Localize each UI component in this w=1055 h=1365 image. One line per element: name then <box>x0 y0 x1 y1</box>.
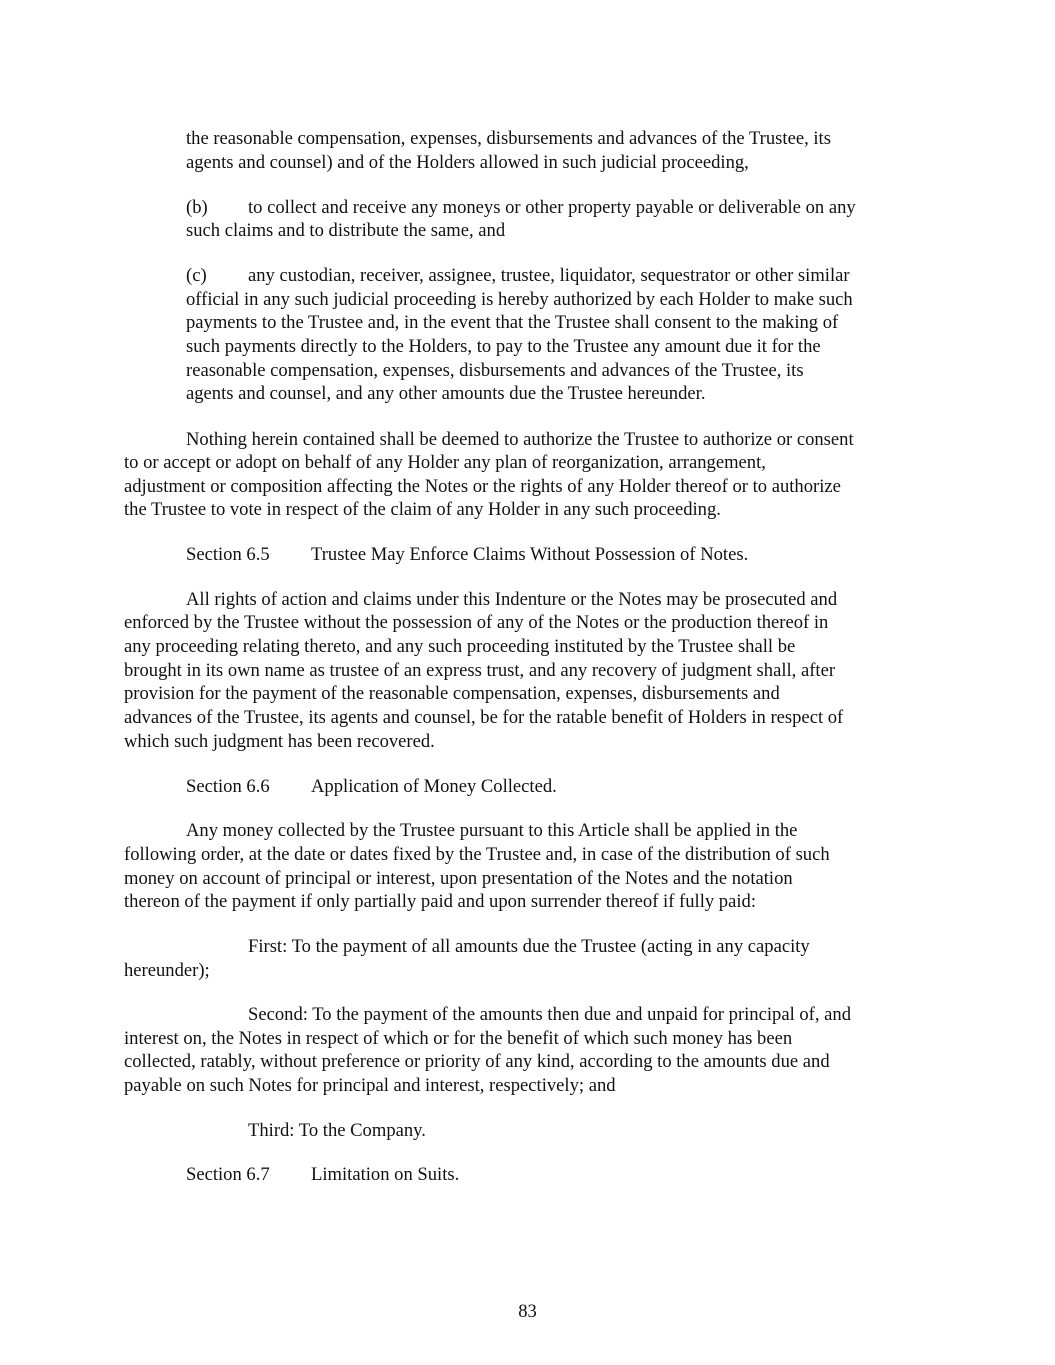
text-line: the reasonable compensation, expenses, disbursements and advances of the Trustee, its <box>186 128 831 149</box>
text-line: First: To the payment of all amounts due the Trustee (acting in any capacity <box>248 936 810 957</box>
item-label: (b) <box>186 197 208 218</box>
text-line <box>186 264 850 288</box>
text-line: agents and counsel, and any other amounts due the Trustee hereunder. <box>186 383 706 404</box>
text-line: the Trustee to vote in respect of the claim of any Holder in any such proceeding. <box>124 499 721 520</box>
section-heading-6-5 <box>186 543 748 567</box>
text-line: collected, ratably, without preference or priority of any kind, according to the amounts due and <box>124 1051 830 1072</box>
text-line: hereunder); <box>124 960 210 981</box>
section-heading-6-6 <box>186 775 557 799</box>
section-number: Section 6.7 <box>186 1164 270 1185</box>
text-line: payments to the Trustee and, in the event that the Trustee shall consent to the making of <box>186 312 839 333</box>
text-line: payable on such Notes for principal and interest, respectively; and <box>124 1075 616 1096</box>
section-number: Section 6.6 <box>186 776 270 797</box>
section-title: Limitation on Suits. <box>311 1164 460 1185</box>
text-line: money on account of principal or interest, upon presentation of the Notes and the notation <box>124 868 793 889</box>
text-line <box>186 196 856 220</box>
text-line: which such judgment has been recovered. <box>124 731 435 752</box>
item-text: any custodian, receiver, assignee, trustee, liquidator, sequestrator or other similar <box>248 265 850 286</box>
section-number: Section 6.5 <box>186 544 270 565</box>
text-line: Nothing herein contained shall be deemed to authorize the Trustee to authorize or consent <box>186 429 854 450</box>
section-heading-6-7 <box>186 1163 459 1187</box>
text-line: Second: To the payment of the amounts then due and unpaid for principal of, and <box>248 1004 852 1025</box>
text-line: such payments directly to the Holders, to pay to the Trustee any amount due it for the <box>186 336 821 357</box>
text-line: interest on, the Notes in respect of which or for the benefit of which such money has been <box>124 1028 793 1049</box>
page-number: 83 <box>518 1300 537 1322</box>
text-line: adjustment or composition affecting the Notes or the rights of any Holder thereof or to authorize <box>124 476 841 497</box>
text-line: agents and counsel) and of the Holders allowed in such judicial proceeding, <box>186 152 749 173</box>
item-text: to collect and receive any moneys or other property payable or deliverable on any <box>248 197 856 218</box>
section-title: Application of Money Collected. <box>311 776 557 797</box>
text-line: Any money collected by the Trustee pursuant to this Article shall be applied in the <box>186 820 798 841</box>
text-line: following order, at the date or dates fixed by the Trustee and, in case of the distribution of such <box>124 844 830 865</box>
text-line: official in any such judicial proceeding is hereby authorized by each Holder to make such <box>186 289 853 310</box>
text-line: such claims and to distribute the same, and <box>186 220 506 241</box>
text-line: advances of the Trustee, its agents and counsel, be for the ratable benefit of Holders in respect of <box>124 707 844 728</box>
text-line: enforced by the Trustee without the possession of any of the Notes or the production thereof in <box>124 612 829 633</box>
text-line: to or accept or adopt on behalf of any Holder any plan of reorganization, arrangement, <box>124 452 766 473</box>
section-title: Trustee May Enforce Claims Without Possession of Notes. <box>311 544 749 565</box>
text-line: All rights of action and claims under this Indenture or the Notes may be prosecuted and <box>186 589 838 610</box>
text-line: Third: To the Company. <box>248 1120 426 1141</box>
text-line: provision for the payment of the reasonable compensation, expenses, disbursements and <box>124 683 780 704</box>
item-label: (c) <box>186 265 207 286</box>
text-line: reasonable compensation, expenses, disbursements and advances of the Trustee, its <box>186 360 804 381</box>
text-line: thereon of the payment if only partially paid and upon surrender thereof if fully paid: <box>124 891 756 912</box>
text-line: any proceeding relating thereto, and any such proceeding instituted by the Trustee shall be <box>124 636 796 657</box>
text-line: brought in its own name as trustee of an express trust, and any recovery of judgment shall, after <box>124 660 836 681</box>
